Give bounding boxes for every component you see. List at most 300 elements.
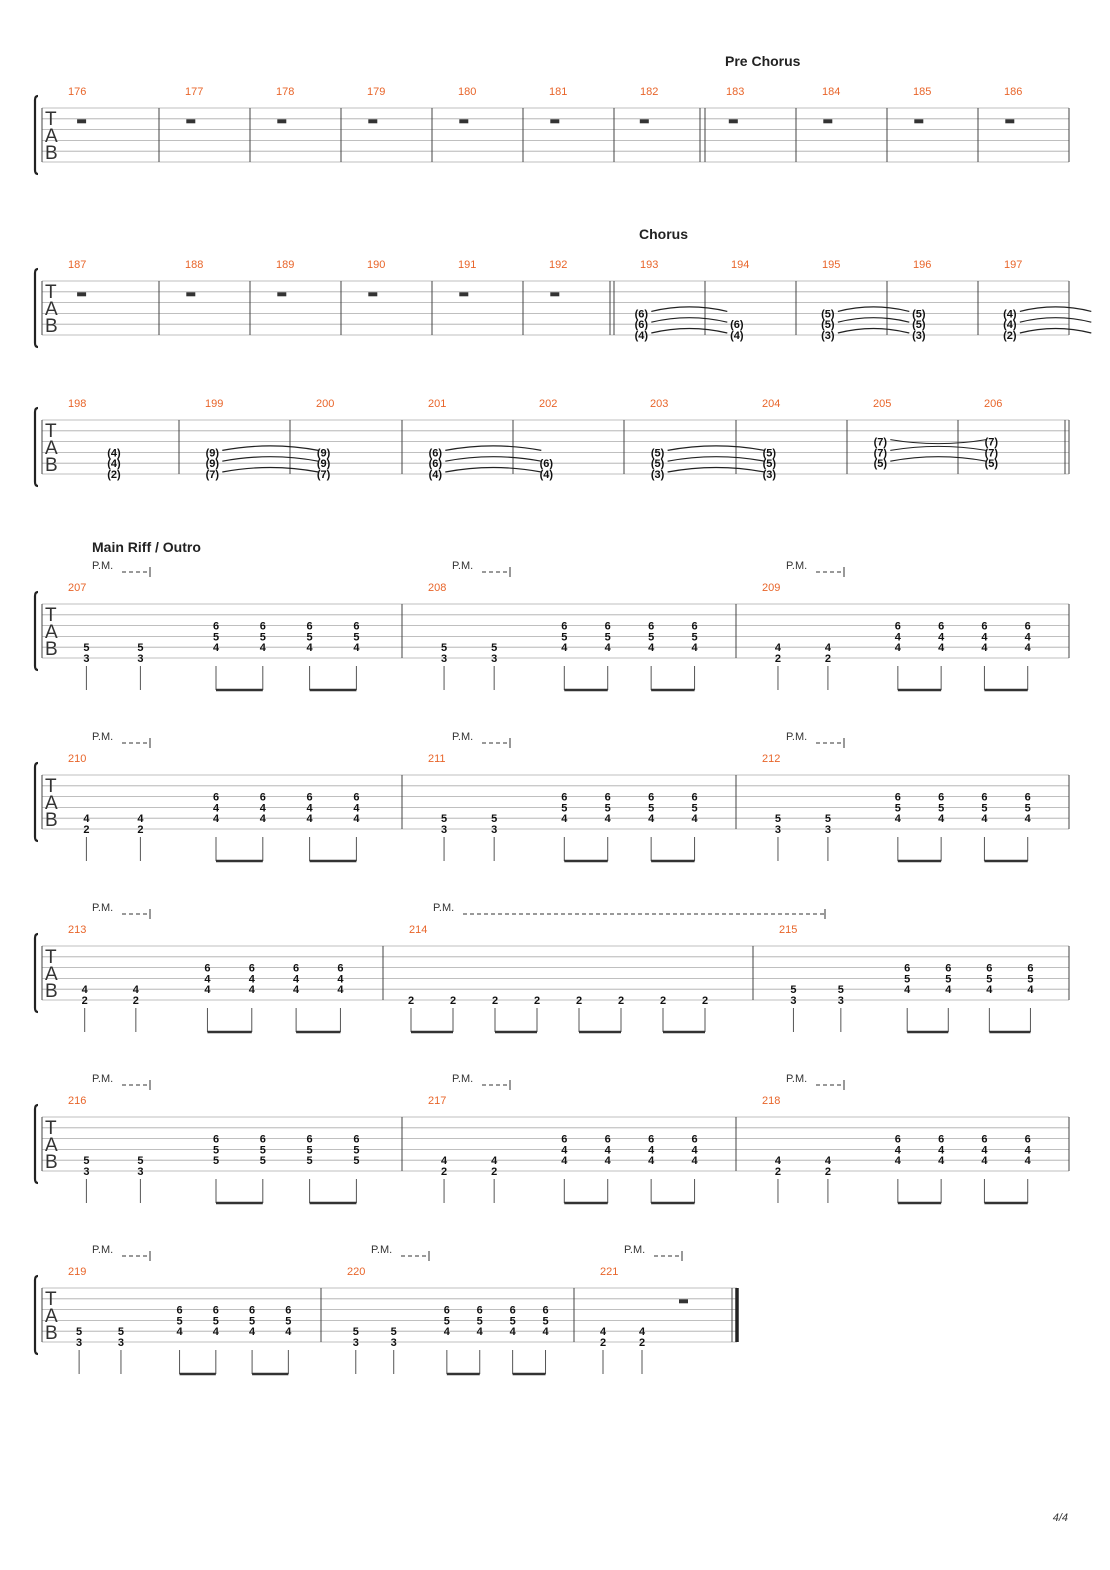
fret-number: 5 xyxy=(604,802,611,815)
measure-number: 207 xyxy=(68,582,87,594)
fret-number: 5 xyxy=(440,813,448,826)
tab-system xyxy=(35,53,1069,174)
fret-number: 6 xyxy=(285,1304,292,1317)
palm-mute-label: P.M. xyxy=(452,731,474,743)
fret-number: 5 xyxy=(285,1315,292,1328)
fret-number: (5) xyxy=(912,308,926,321)
measure-number: 191 xyxy=(458,259,477,271)
fret-number: 3 xyxy=(790,995,797,1007)
system-bracket xyxy=(35,408,38,486)
tab-clef-letter: B xyxy=(45,143,58,164)
fret-number: 6 xyxy=(337,962,344,975)
fret-number: 4 xyxy=(306,813,313,826)
fret-number: 5 xyxy=(306,1144,313,1157)
fret-number: 4 xyxy=(938,1155,945,1168)
whole-rest xyxy=(368,119,377,123)
fret-number: 6 xyxy=(353,620,360,633)
measure-number: 190 xyxy=(367,259,386,271)
fret-number: 6 xyxy=(938,1133,945,1146)
fret-number: 4 xyxy=(604,813,611,826)
fret-number: 6 xyxy=(353,791,360,804)
tie xyxy=(222,468,318,473)
measure-number: 189 xyxy=(276,259,295,271)
fret-number: 6 xyxy=(1024,1133,1031,1146)
fret-number: 2 xyxy=(132,995,139,1007)
tab-clef-letter: A xyxy=(45,622,58,643)
whole-rest xyxy=(459,292,468,296)
system-bracket xyxy=(35,1105,38,1183)
tab-system xyxy=(35,902,1069,1032)
fret-number: 4 xyxy=(353,813,360,826)
whole-rest xyxy=(186,119,195,123)
measure-number: 204 xyxy=(762,398,781,410)
tie xyxy=(445,468,541,473)
fret-number: (6) xyxy=(428,447,443,460)
tab-clef-letter: T xyxy=(45,776,57,797)
tab-clef-letter: A xyxy=(45,1135,58,1156)
tab-system xyxy=(35,1244,737,1374)
fret-number: 4 xyxy=(353,802,360,815)
fret-number: (9) xyxy=(316,458,331,471)
fret-number: 5 xyxy=(894,802,901,815)
system-bracket xyxy=(35,96,38,174)
measure-number: 180 xyxy=(458,86,477,98)
fret-number: 6 xyxy=(904,962,911,975)
fret-number: 6 xyxy=(561,620,568,633)
fret-number: (4) xyxy=(634,330,649,342)
fret-number: 4 xyxy=(774,1155,782,1168)
tab-clef-letter: T xyxy=(45,282,57,303)
fret-number: 6 xyxy=(894,1133,901,1146)
fret-number: 5 xyxy=(986,973,993,986)
measure-number: 198 xyxy=(68,398,87,410)
tie xyxy=(651,307,727,312)
fret-number: 3 xyxy=(837,995,844,1007)
fret-number: 5 xyxy=(212,1315,219,1328)
fret-number: 5 xyxy=(476,1315,483,1328)
fret-number: 6 xyxy=(443,1304,450,1317)
fret-number: 5 xyxy=(259,1144,266,1157)
tab-clef-letter: T xyxy=(45,1118,57,1139)
fret-number: 4 xyxy=(1024,1144,1031,1157)
tie xyxy=(445,446,541,451)
measure-number: 187 xyxy=(68,259,87,271)
measure-number: 194 xyxy=(731,259,750,271)
fret-number: 2 xyxy=(407,995,415,1007)
tab-clef-letter: B xyxy=(45,1152,58,1173)
measure-number: 201 xyxy=(428,398,447,410)
fret-number: 2 xyxy=(491,995,499,1007)
system-bracket xyxy=(35,592,38,670)
measure-number: 185 xyxy=(913,86,932,98)
measure-number: 188 xyxy=(185,259,204,271)
fret-number: 5 xyxy=(509,1315,516,1328)
fret-number: 4 xyxy=(981,813,988,826)
palm-mute-label: P.M. xyxy=(624,1244,646,1256)
fret-number: 4 xyxy=(306,642,313,655)
palm-mute-label: P.M. xyxy=(786,560,808,572)
fret-number: 2 xyxy=(659,995,667,1007)
fret-number: 6 xyxy=(204,962,211,975)
section-marker: Chorus xyxy=(639,226,688,242)
fret-number: 3 xyxy=(774,824,782,836)
fret-number: 6 xyxy=(509,1304,516,1317)
fret-number: 4 xyxy=(212,802,220,815)
fret-number: 4 xyxy=(691,642,698,655)
fret-number: 6 xyxy=(249,1304,256,1317)
tie xyxy=(890,446,986,450)
fret-number: (5) xyxy=(762,447,777,460)
fret-number: 6 xyxy=(894,620,901,633)
fret-number: 6 xyxy=(981,620,988,633)
fret-number: 6 xyxy=(1027,962,1034,975)
measure-number: 195 xyxy=(822,259,841,271)
measure-number: 209 xyxy=(762,582,781,594)
section-marker: Pre Chorus xyxy=(725,53,801,69)
fret-number: (3) xyxy=(650,469,665,481)
fret-number: 5 xyxy=(259,1155,266,1168)
tab-clef-letter: B xyxy=(45,981,58,1002)
measure-number: 217 xyxy=(428,1095,447,1107)
fret-number: 4 xyxy=(604,1155,611,1168)
tab-system xyxy=(35,731,1069,861)
measure-number: 183 xyxy=(726,86,745,98)
fret-number: 4 xyxy=(604,1144,611,1157)
whole-rest xyxy=(459,119,468,123)
palm-mute-label: P.M. xyxy=(92,1244,114,1256)
fret-number: 6 xyxy=(476,1304,483,1317)
fret-number: 4 xyxy=(285,1326,292,1339)
fret-number: 3 xyxy=(491,824,498,836)
palm-mute-label: P.M. xyxy=(371,1244,393,1256)
fret-number: 5 xyxy=(306,631,313,644)
fret-number: 4 xyxy=(894,1144,901,1157)
fret-number: (5) xyxy=(762,458,777,471)
fret-number: 5 xyxy=(83,642,90,655)
fret-number: 6 xyxy=(691,1133,698,1146)
fret-number: (3) xyxy=(762,469,777,481)
fret-number: 4 xyxy=(1024,631,1031,644)
fret-number: 4 xyxy=(945,984,952,997)
fret-number: 4 xyxy=(1024,642,1031,655)
fret-number: 4 xyxy=(691,813,698,826)
tab-clef-letter: T xyxy=(45,109,57,130)
measure-number: 193 xyxy=(640,259,659,271)
fret-number: (6) xyxy=(634,308,649,321)
fret-number: 3 xyxy=(352,1337,359,1349)
fret-number: 4 xyxy=(306,802,313,815)
fret-number: 4 xyxy=(894,631,901,644)
fret-number: 2 xyxy=(440,1166,448,1178)
fret-number: 4 xyxy=(824,1155,831,1168)
measure-number: 178 xyxy=(276,86,295,98)
fret-number: 4 xyxy=(648,1144,655,1157)
fret-number: 3 xyxy=(824,824,831,836)
measure-number: 220 xyxy=(347,1266,366,1278)
whole-rest xyxy=(550,119,559,123)
fret-number: 4 xyxy=(440,1155,448,1168)
fret-number: 4 xyxy=(443,1326,450,1339)
fret-number: 5 xyxy=(774,813,782,826)
tie xyxy=(1020,329,1091,334)
tab-clef-letter: B xyxy=(45,810,58,831)
fret-number: 4 xyxy=(81,984,88,997)
fret-number: 3 xyxy=(76,1337,83,1349)
system-bracket xyxy=(35,763,38,841)
fret-number: 6 xyxy=(561,1133,568,1146)
fret-number: 5 xyxy=(306,1155,313,1168)
tie xyxy=(838,318,909,323)
fret-number: 3 xyxy=(137,653,144,665)
fret-number: 4 xyxy=(83,813,90,826)
whole-rest xyxy=(277,119,286,123)
measure-number: 206 xyxy=(984,398,1003,410)
fret-number: 4 xyxy=(648,642,655,655)
fret-number: 4 xyxy=(561,813,568,826)
fret-number: 5 xyxy=(249,1315,256,1328)
fret-number: 6 xyxy=(604,620,611,633)
tie xyxy=(445,457,541,462)
tie xyxy=(1020,318,1091,323)
fret-number: 4 xyxy=(824,642,831,655)
tie xyxy=(222,446,318,451)
tie xyxy=(838,329,909,334)
fret-number: 5 xyxy=(648,631,655,644)
fret-number: 4 xyxy=(981,631,988,644)
rest xyxy=(679,1299,688,1303)
measure-number: 218 xyxy=(762,1095,781,1107)
measure-number: 197 xyxy=(1004,259,1023,271)
fret-number: 5 xyxy=(561,631,568,644)
fret-number: 3 xyxy=(440,653,448,665)
fret-number: 4 xyxy=(248,973,255,986)
fret-number: (4) xyxy=(428,469,443,481)
fret-number: 2 xyxy=(824,1166,831,1178)
fret-number: (5) xyxy=(821,319,835,332)
measure-number: 203 xyxy=(650,398,669,410)
fret-number: (9) xyxy=(205,458,220,471)
tab-system xyxy=(35,1073,1069,1203)
fret-number: 4 xyxy=(259,813,266,826)
fret-number: 4 xyxy=(986,984,993,997)
tab-clef-letter: A xyxy=(45,964,58,985)
fret-number: 4 xyxy=(981,642,988,655)
fret-number: (5) xyxy=(821,308,835,321)
fret-number: (3) xyxy=(912,330,926,342)
fret-number: 3 xyxy=(390,1337,397,1349)
fret-number: 4 xyxy=(691,1144,698,1157)
tie xyxy=(838,307,909,312)
fret-number: 6 xyxy=(306,620,313,633)
fret-number: 4 xyxy=(894,1155,901,1168)
whole-rest xyxy=(550,292,559,296)
tab-clef-letter: T xyxy=(45,947,57,968)
tie xyxy=(651,318,727,323)
fret-number: 2 xyxy=(449,995,457,1007)
fret-number: 4 xyxy=(212,642,220,655)
fret-number: 6 xyxy=(938,620,945,633)
fret-number: 6 xyxy=(894,791,901,804)
fret-number: (4) xyxy=(107,447,121,460)
fret-number: 5 xyxy=(212,631,220,644)
fret-number: 3 xyxy=(137,1166,144,1178)
tie xyxy=(1020,307,1091,312)
measure-number: 176 xyxy=(68,86,87,98)
fret-number: 4 xyxy=(604,642,611,655)
fret-number: 4 xyxy=(249,1326,256,1339)
fret-number: 6 xyxy=(259,791,266,804)
fret-number: 4 xyxy=(938,631,945,644)
fret-number: (5) xyxy=(984,458,999,471)
fret-number: (4) xyxy=(730,330,744,342)
tab-clef-letter: T xyxy=(45,1289,57,1310)
fret-number: 6 xyxy=(561,791,568,804)
fret-number: 5 xyxy=(352,1326,359,1339)
fret-number: (3) xyxy=(821,330,835,342)
fret-number: (6) xyxy=(539,458,554,471)
fret-number: 6 xyxy=(938,791,945,804)
tab-clef-letter: A xyxy=(45,299,58,320)
whole-rest xyxy=(914,119,923,123)
tie xyxy=(222,457,318,462)
fret-number: (5) xyxy=(650,447,665,460)
fret-number: 5 xyxy=(259,631,266,644)
measure-number: 177 xyxy=(185,86,204,98)
fret-number: 6 xyxy=(648,1133,655,1146)
fret-number: 4 xyxy=(212,1326,219,1339)
fret-number: 2 xyxy=(575,995,583,1007)
fret-number: (4) xyxy=(1003,319,1017,332)
fret-number: 4 xyxy=(938,642,945,655)
fret-number: 5 xyxy=(691,631,698,644)
measure-number: 186 xyxy=(1004,86,1023,98)
fret-number: 3 xyxy=(117,1337,125,1349)
fret-number: 5 xyxy=(76,1326,83,1339)
palm-mute-label: P.M. xyxy=(786,731,808,743)
tab-clef-letter: B xyxy=(45,316,58,337)
fret-number: 4 xyxy=(176,1326,183,1339)
fret-number: (5) xyxy=(873,458,888,471)
fret-number: 4 xyxy=(132,984,139,997)
tie xyxy=(668,446,765,451)
fret-number: 5 xyxy=(648,802,655,815)
fret-number: 4 xyxy=(204,984,211,997)
fret-number: 4 xyxy=(691,1155,698,1168)
measure-number: 219 xyxy=(68,1266,87,1278)
fret-number: 6 xyxy=(212,1304,219,1317)
fret-number: 6 xyxy=(306,1133,313,1146)
fret-number: 5 xyxy=(1027,973,1034,986)
whole-rest xyxy=(368,292,377,296)
fret-number: 5 xyxy=(691,802,698,815)
fret-number: (7) xyxy=(984,436,999,449)
measure-number: 221 xyxy=(600,1266,619,1278)
fret-number: 4 xyxy=(774,642,782,655)
fret-number: 5 xyxy=(945,973,952,986)
palm-mute-label: P.M. xyxy=(786,1073,808,1085)
whole-rest xyxy=(640,119,649,123)
fret-number: 2 xyxy=(599,1337,607,1349)
palm-mute-label: P.M. xyxy=(452,1073,474,1085)
fret-number: 6 xyxy=(293,962,300,975)
fret-number: 3 xyxy=(83,653,90,665)
measure-number: 200 xyxy=(316,398,335,410)
fret-number: 4 xyxy=(904,984,911,997)
measure-number: 213 xyxy=(68,924,87,936)
measure-number: 184 xyxy=(822,86,841,98)
fret-number: 6 xyxy=(306,791,313,804)
fret-number: 5 xyxy=(212,1155,220,1168)
whole-rest xyxy=(729,119,738,123)
fret-number: (4) xyxy=(107,458,121,471)
tab-system xyxy=(35,398,1069,486)
whole-rest xyxy=(277,292,286,296)
fret-number: 2 xyxy=(824,653,831,665)
fret-number: 5 xyxy=(837,984,844,997)
fret-number: 6 xyxy=(259,620,266,633)
page-number: 4/4 xyxy=(1052,1512,1068,1524)
palm-mute-label: P.M. xyxy=(92,1073,114,1085)
fret-number: 6 xyxy=(1024,620,1031,633)
fret-number: 6 xyxy=(212,791,220,804)
fret-number: 5 xyxy=(117,1326,125,1339)
fret-number: 4 xyxy=(981,1155,988,1168)
fret-number: (7) xyxy=(873,436,888,449)
measure-number: 192 xyxy=(549,259,568,271)
fret-number: 3 xyxy=(491,653,498,665)
fret-number: (2) xyxy=(107,469,121,481)
fret-number: (4) xyxy=(539,469,554,481)
measure-number: 181 xyxy=(549,86,568,98)
fret-number: 5 xyxy=(824,813,831,826)
fret-number: 4 xyxy=(599,1326,607,1339)
fret-number: (6) xyxy=(428,458,443,471)
measure-number: 196 xyxy=(913,259,932,271)
fret-number: 5 xyxy=(353,1144,360,1157)
fret-number: 5 xyxy=(1024,802,1031,815)
fret-number: 4 xyxy=(894,813,901,826)
fret-number: 5 xyxy=(904,973,911,986)
measure-number: 210 xyxy=(68,753,87,765)
fret-number: 5 xyxy=(542,1315,549,1328)
tab-clef-letter: T xyxy=(45,421,57,442)
measure-number: 208 xyxy=(428,582,447,594)
fret-number: 6 xyxy=(542,1304,549,1317)
fret-number: 4 xyxy=(259,642,266,655)
fret-number: 5 xyxy=(390,1326,397,1339)
fret-number: 6 xyxy=(691,620,698,633)
fret-number: (7) xyxy=(205,469,220,481)
fret-number: 5 xyxy=(353,1155,360,1168)
fret-number: 2 xyxy=(638,1337,646,1349)
fret-number: 4 xyxy=(981,1144,988,1157)
system-bracket xyxy=(35,1276,38,1354)
fret-number: 4 xyxy=(1024,813,1031,826)
fret-number: 6 xyxy=(986,962,993,975)
section-marker: Main Riff / Outro xyxy=(92,539,201,555)
tab-clef-letter: A xyxy=(45,1306,58,1327)
fret-number: 3 xyxy=(440,824,448,836)
fret-number: 4 xyxy=(212,813,220,826)
tab-clef-letter: B xyxy=(45,455,58,476)
fret-number: 4 xyxy=(337,973,344,986)
tab-clef-letter: T xyxy=(45,605,57,626)
tab-clef-letter: B xyxy=(45,639,58,660)
system-bracket xyxy=(35,269,38,347)
fret-number: 4 xyxy=(938,1144,945,1157)
tab-system xyxy=(35,539,1069,690)
fret-number: 6 xyxy=(691,791,698,804)
